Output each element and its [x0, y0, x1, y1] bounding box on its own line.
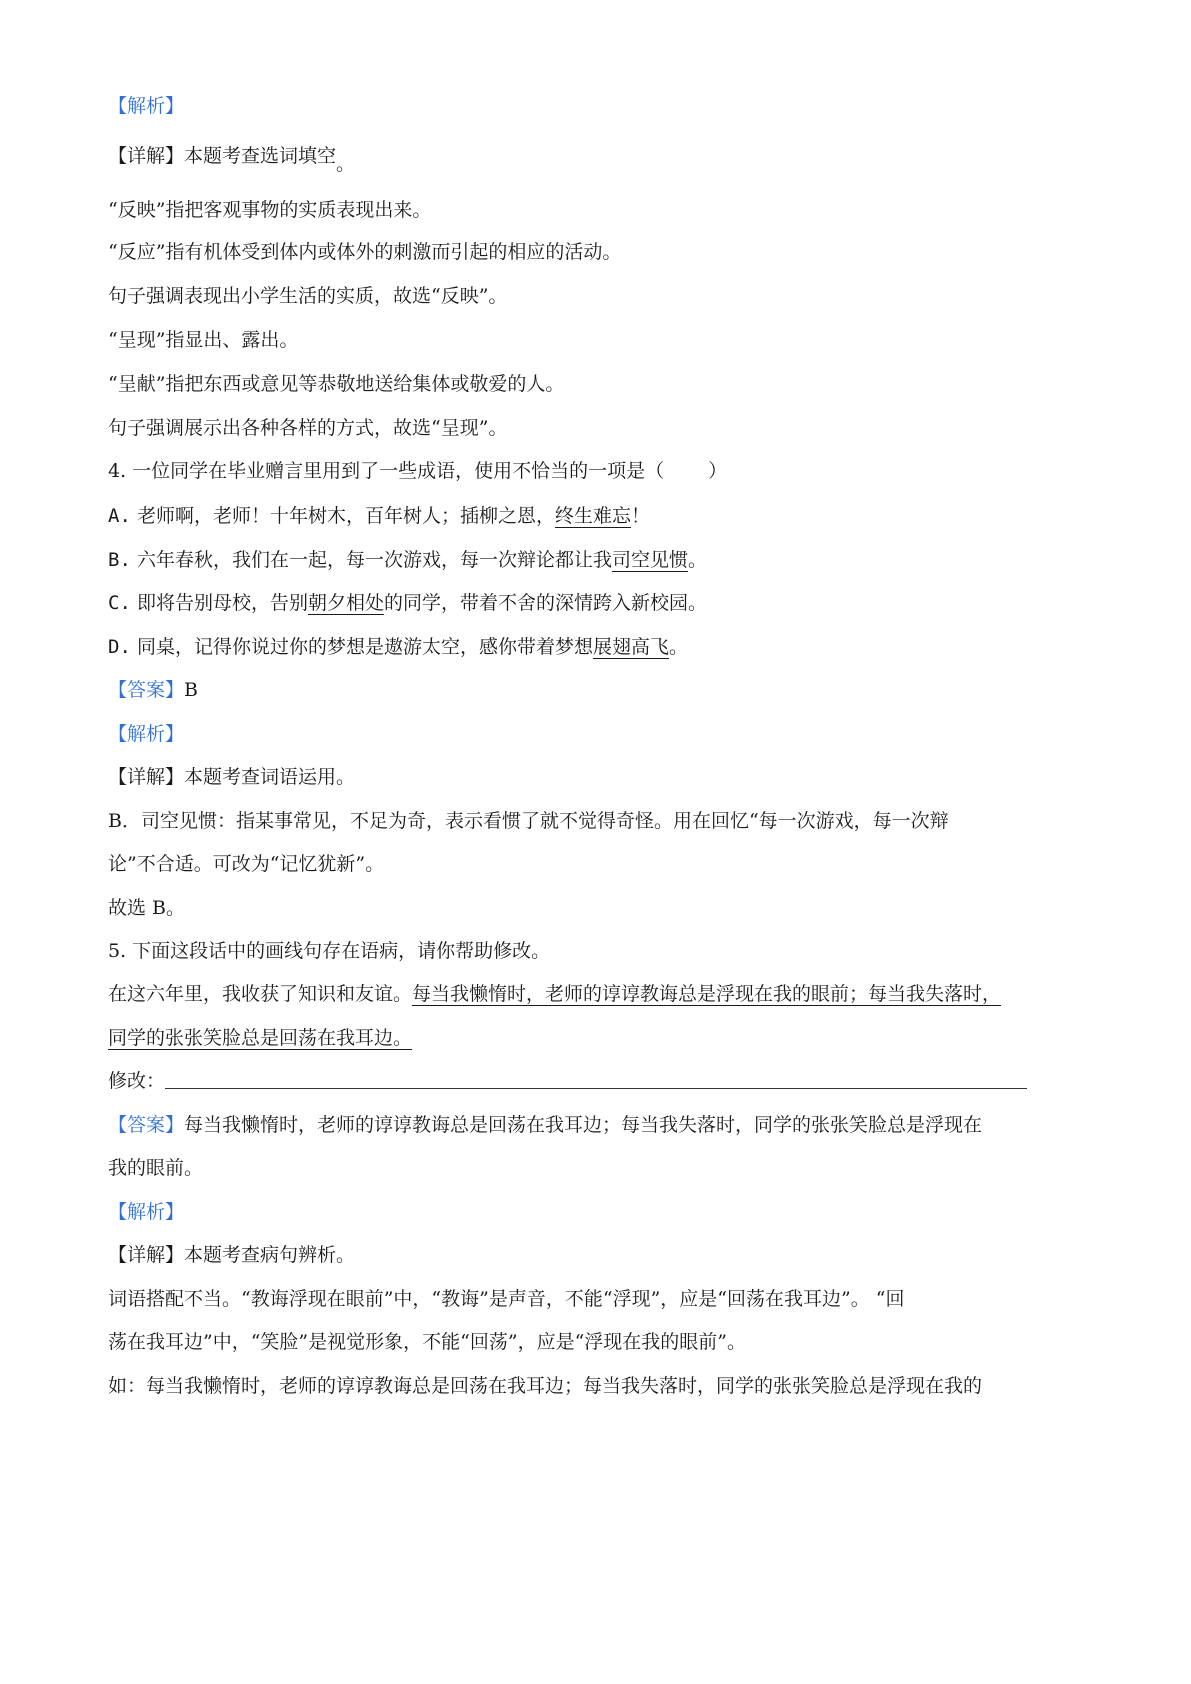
paragraph: 句子强调表现出小学生活的实质，故选“反映”。 [108, 285, 508, 307]
option-b [108, 546, 1108, 574]
underlined-idiom: 司空见惯 [611, 549, 688, 571]
analysis-tag: 【解析】 [108, 723, 185, 745]
question-5-stem: 5. 下面这段话中的画线句存在语病，请你帮助修改。 [108, 940, 551, 962]
detail-tag: 【详解】 [108, 1244, 185, 1266]
paragraph: “反映”指把客观事物的实质表现出来。 [108, 199, 432, 221]
option-letter: A. [108, 505, 131, 527]
detail-text: 本题考查病句辨析。 [184, 1244, 356, 1266]
question-5-paragraph-cont [108, 1024, 1108, 1052]
detail-line [108, 763, 1108, 791]
fix-label: 修改： [108, 1070, 166, 1092]
answer-value: B [184, 679, 198, 701]
detail-line [108, 1241, 1108, 1269]
detail-tag: 【详解】 [108, 766, 185, 788]
option-d [108, 633, 1108, 661]
option-text: 六年春秋，我们在一起，每一次游戏，每一次辩论都让我 [136, 549, 612, 571]
option-letter: B. [108, 549, 131, 571]
analysis-heading [108, 92, 1108, 120]
detail-text: 本题考查选词填空 [184, 145, 337, 167]
explanation-line: 词语搭配不当。“教诲浮现在眼前”中，“教诲”是声音，不能“浮现”，应是“回荡在我耳边”。 “回 [108, 1288, 905, 1310]
answer-text: 每当我懒惰时，老师的谆谆教诲总是回荡在我耳边；每当我失落时，同学的张张笑脸总是浮现在 [184, 1114, 983, 1136]
option-text: 即将告别母校，告别 [136, 592, 308, 614]
detail-tail: 。 [336, 153, 356, 175]
option-text: 同桌，记得你说过你的梦想是遨游太空，感你带着梦想 [136, 636, 593, 658]
analysis-heading [108, 720, 1108, 748]
explanation-line: B．司空见惯：指某事常见，不足为奇，表示看惯了就不觉得奇怪。用在回忆“每一次游戏，每一次辩 [108, 810, 949, 832]
option-letter: D. [108, 636, 131, 658]
option-punct: 。 [668, 636, 688, 658]
detail-text: 本题考查词语运用。 [184, 766, 356, 788]
underlined-idiom: 展翅高飞 [592, 636, 669, 658]
option-punct: ！ [630, 505, 650, 527]
analysis-tag: 【解析】 [108, 95, 185, 117]
underlined-sentence: 每当我懒惰时，老师的谆谆教诲总是浮现在我的眼前；每当我失落时， [412, 983, 1002, 1005]
paragraph: 句子强调展示出各种各样的方式，故选“呈现”。 [108, 417, 508, 439]
explanation-line: 如：每当我懒惰时，老师的谆谆教诲总是回荡在我耳边；每当我失落时，同学的张张笑脸总是浮现在我的 [108, 1375, 983, 1397]
analysis-heading [108, 1198, 1108, 1226]
explanation-line: 荡在我耳边”中，“笑脸”是视觉形象，不能“回荡”，应是“浮现在我的眼前”。 [108, 1331, 746, 1353]
explanation-line: 论”不合适。可改为“记忆犹新”。 [108, 853, 385, 875]
underlined-idiom: 终生难忘 [554, 505, 631, 527]
question-5-paragraph [108, 980, 1108, 1008]
detail-line [108, 142, 1108, 175]
answer-tag: 【答案】 [108, 679, 185, 701]
fix-blank[interactable] [165, 1070, 1027, 1089]
underlined-sentence: 同学的张张笑脸总是回荡在我耳边。 [108, 1027, 413, 1049]
question-4-stem-text: 4. 一位同学在毕业赠言里用到了一些成语，使用不恰当的一项是（ [108, 460, 665, 482]
option-letter: C. [108, 592, 131, 614]
option-c [108, 589, 1108, 617]
option-punct: 的同学，带着不舍的深情跨入新校园。 [383, 592, 707, 614]
paragraph-text: 在这六年里，我收获了知识和友谊。 [108, 983, 413, 1005]
answer-line-cont: 我的眼前。 [108, 1157, 204, 1179]
conclusion-line: 故选 B。 [108, 897, 186, 919]
paragraph: “反应”指有机体受到体内或体外的刺激而引起的相应的活动。 [108, 241, 622, 263]
underlined-idiom: 朝夕相处 [307, 592, 384, 614]
option-a [108, 502, 1108, 530]
paragraph: “呈献”指把东西或意见等恭敬地送给集体或敬爱的人。 [108, 373, 565, 395]
paragraph: “呈现”指显出、露出。 [108, 329, 299, 351]
answer-line [108, 676, 1108, 704]
answer-tag: 【答案】 [108, 1114, 185, 1136]
question-4-stem [108, 457, 1108, 485]
fix-line [108, 1067, 1108, 1095]
option-text: 老师啊，老师！十年树木，百年树人；插柳之恩， [136, 505, 555, 527]
question-4-stem-close: ） [708, 460, 728, 482]
option-punct: 。 [687, 549, 707, 571]
detail-tag: 【详解】 [108, 145, 185, 167]
answer-line [108, 1111, 1108, 1139]
analysis-tag: 【解析】 [108, 1201, 185, 1223]
